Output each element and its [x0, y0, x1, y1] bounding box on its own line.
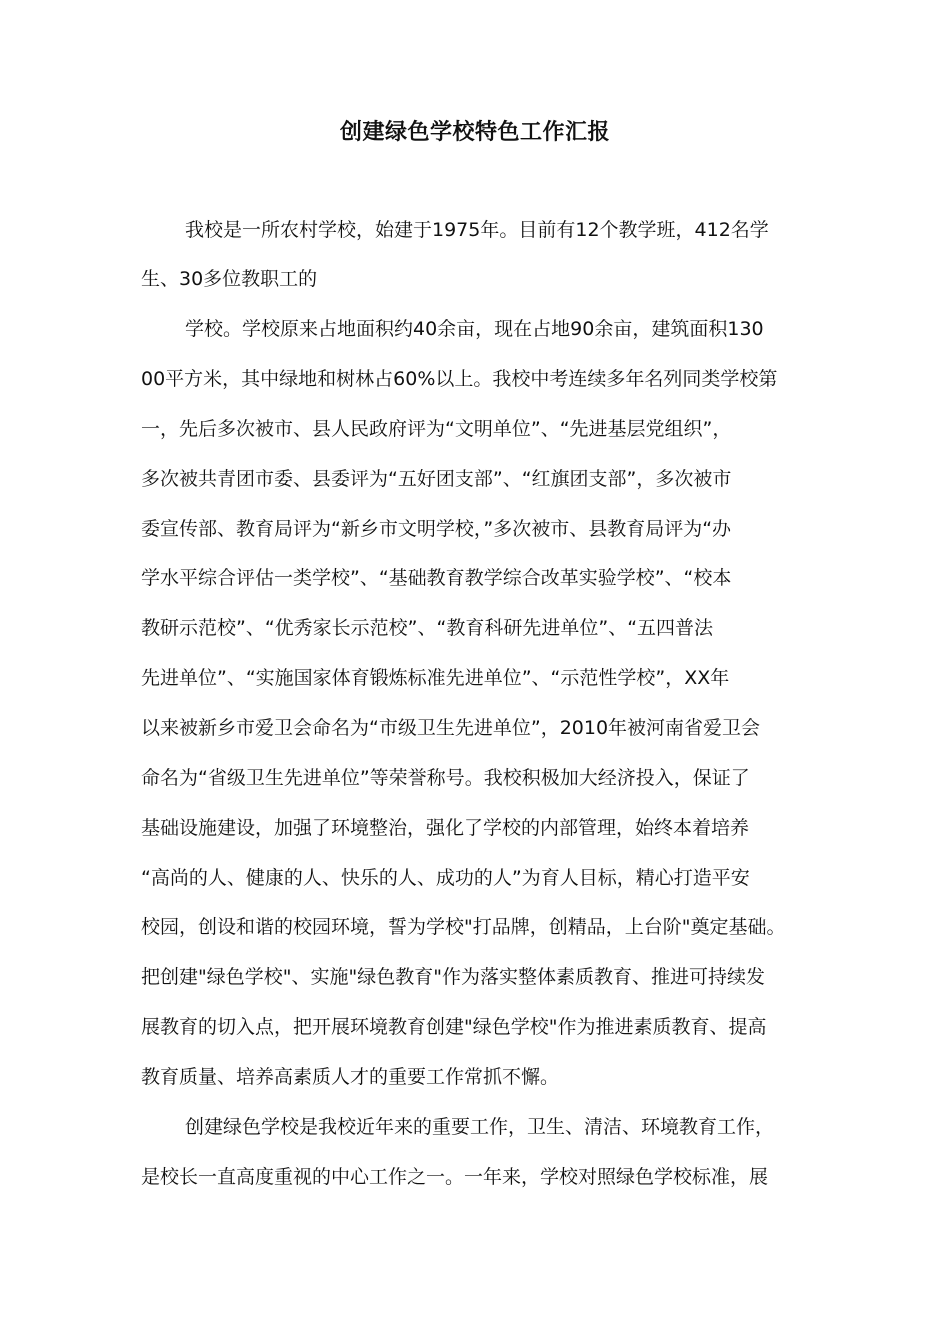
paragraph-2-line-3: 一，先后多次被市、县人民政府评为“文明单位”、“先进基层党组织”，: [141, 418, 732, 440]
paragraph-1-line-1: 我校是一所农村学校，始建于1975年。目前有12个教学班，412名学: [185, 219, 769, 241]
paragraph-2-line-15: 展教育的切入点，把开展环境教育创建"绿色学校"作为推进素质教育、提高: [141, 1016, 767, 1038]
paragraph-2-line-16: 教育质量、培养高素质人才的重要工作常抓不懈。: [141, 1066, 560, 1088]
paragraph-2-line-5: 委宣传部、教育局评为“新乡市文明学校，”多次被市、县教育局评为“办: [141, 518, 732, 540]
paragraph-2-line-2: 00平方米，其中绿地和树林占60%以上。我校中考连续多年名列同类学校第: [141, 368, 778, 390]
paragraph-2-line-7: 教研示范校”、“优秀家长示范校”、“教育科研先进单位”、“五四普法: [141, 617, 714, 639]
paragraph-2-line-1: 学校。学校原来占地面积约40余亩，现在占地90余亩，建筑面积130: [185, 318, 764, 340]
paragraph-1-line-2: 生、30多位教职工的: [141, 268, 318, 290]
paragraph-2-line-4: 多次被共青团市委、县委评为“五好团支部”、“红旗团支部”，多次被市: [141, 468, 732, 490]
paragraph-2-line-13: 校园，创设和谐的校园环境，誓为学校"打品牌，创精品，上台阶"奠定基础。: [141, 916, 786, 938]
document-title: 创建绿色学校特色工作汇报: [339, 120, 610, 145]
paragraph-2-line-14: 把创建"绿色学校"、实施"绿色教育"作为落实整体素质教育、推进可持续发: [141, 966, 765, 988]
paragraph-2-line-11: 基础设施建设，加强了环境整治，强化了学校的内部管理，始终本着培养: [141, 817, 750, 839]
paragraph-3-line-2: 是校长一直高度重视的中心工作之一。一年来，学校对照绿色学校标准，展: [141, 1166, 769, 1188]
paragraph-2-line-9: 以来被新乡市爱卫会命名为“市级卫生先进单位”，2010年被河南省爱卫会: [141, 717, 761, 739]
paragraph-2-line-6: 学水平综合评估一类学校”、“基础教育教学综合改革实验学校”、“校本: [141, 567, 732, 589]
paragraph-2-line-8: 先进单位”、“实施国家体育锻炼标准先进单位”、“示范性学校”，XX年: [141, 667, 730, 689]
paragraph-2-line-10: 命名为“省级卫生先进单位”等荣誉称号。我校积极加大经济投入，保证了: [141, 767, 750, 789]
paragraph-3-line-1: 创建绿色学校是我校近年来的重要工作，卫生、清洁、环境教育工作，: [185, 1116, 775, 1138]
paragraph-2-line-12: “高尚的人、健康的人、快乐的人、成功的人”为育人目标，精心打造平安: [141, 867, 750, 889]
